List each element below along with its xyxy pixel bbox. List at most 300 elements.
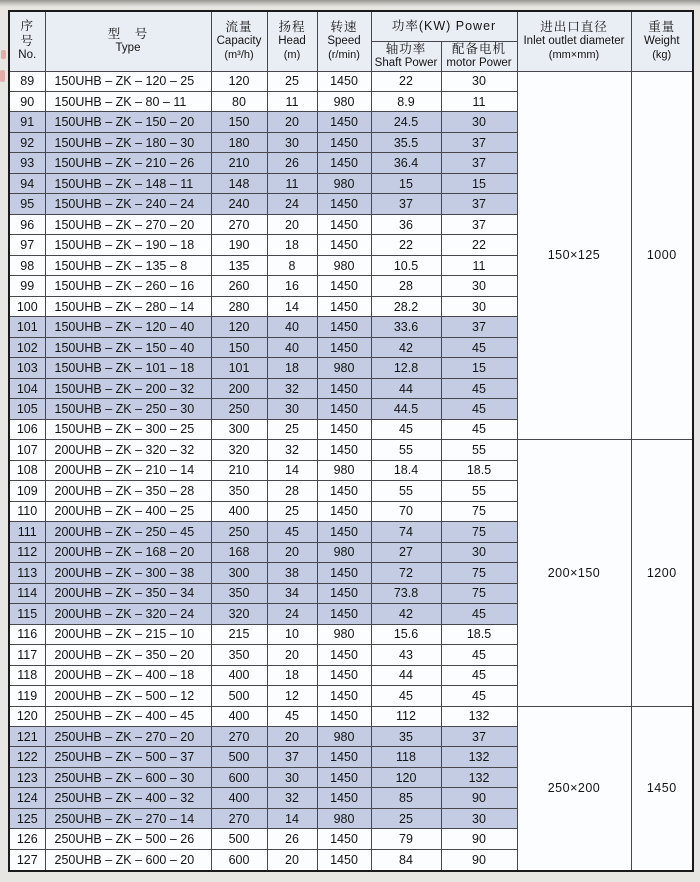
cell-speed: 1450 — [317, 337, 371, 357]
cell-shaft-power: 118 — [371, 747, 441, 767]
cell-capacity: 270 — [211, 727, 267, 747]
column-header-type — [45, 11, 211, 71]
cell-serial-no: 97 — [9, 235, 45, 255]
cell-capacity: 300 — [211, 419, 267, 439]
cell-motor-power: 132 — [441, 767, 517, 787]
cell-capacity: 270 — [211, 214, 267, 234]
cell-serial-no: 91 — [9, 112, 45, 132]
cell-speed: 1450 — [317, 604, 371, 624]
cell-type: 250UHB – ZK – 400 – 45 — [45, 706, 211, 726]
cell-head: 30 — [267, 767, 317, 787]
header-no-zh1: 序 — [20, 19, 34, 34]
cell-head: 18 — [267, 358, 317, 378]
cell-serial-no: 113 — [9, 563, 45, 583]
cell-speed: 1450 — [317, 501, 371, 521]
cell-motor-power: 75 — [441, 501, 517, 521]
cell-head: 45 — [267, 706, 317, 726]
cell-shaft-power: 79 — [371, 829, 441, 849]
cell-capacity: 180 — [211, 132, 267, 152]
cell-speed: 1450 — [317, 706, 371, 726]
cell-shaft-power: 36.4 — [371, 153, 441, 173]
cell-type: 200UHB – ZK – 350 – 28 — [45, 481, 211, 501]
cell-speed: 980 — [317, 358, 371, 378]
cell-head: 32 — [267, 440, 317, 460]
cell-speed: 1450 — [317, 317, 371, 337]
cell-shaft-power: 24.5 — [371, 112, 441, 132]
cell-motor-power: 45 — [441, 419, 517, 439]
cell-head: 14 — [267, 808, 317, 828]
cell-speed: 1450 — [317, 829, 371, 849]
cell-serial-no: 125 — [9, 808, 45, 828]
cell-shaft-power: 72 — [371, 563, 441, 583]
cell-motor-power: 15 — [441, 358, 517, 378]
cell-type: 250UHB – ZK – 600 – 20 — [45, 849, 211, 871]
scan-artifact-mark — [1, 50, 6, 59]
cell-type: 150UHB – ZK – 180 – 30 — [45, 132, 211, 152]
cell-type: 150UHB – ZK – 250 – 30 — [45, 399, 211, 419]
cell-capacity: 210 — [211, 460, 267, 480]
cell-shaft-power: 45 — [371, 686, 441, 706]
cell-type: 150UHB – ZK – 101 – 18 — [45, 358, 211, 378]
cell-shaft-power: 28 — [371, 276, 441, 296]
cell-capacity: 600 — [211, 767, 267, 787]
cell-shaft-power: 43 — [371, 645, 441, 665]
column-header-motor-power: 配备电机 motor Power — [441, 41, 517, 71]
cell-shaft-power: 15.6 — [371, 624, 441, 644]
cell-head: 14 — [267, 460, 317, 480]
cell-shaft-power: 55 — [371, 481, 441, 501]
cell-shaft-power: 33.6 — [371, 317, 441, 337]
cell-serial-no: 93 — [9, 153, 45, 173]
cell-type: 200UHB – ZK – 168 – 20 — [45, 542, 211, 562]
cell-weight: 1200 — [631, 440, 693, 706]
cell-speed: 1450 — [317, 440, 371, 460]
table-row — [9, 706, 693, 726]
cell-speed: 1450 — [317, 153, 371, 173]
cell-motor-power: 18.5 — [441, 624, 517, 644]
cell-capacity: 300 — [211, 563, 267, 583]
cell-motor-power: 37 — [441, 727, 517, 747]
cell-capacity: 260 — [211, 276, 267, 296]
cell-shaft-power: 44.5 — [371, 399, 441, 419]
cell-serial-no: 114 — [9, 583, 45, 603]
cell-head: 30 — [267, 132, 317, 152]
cell-head: 18 — [267, 235, 317, 255]
cell-speed: 1450 — [317, 112, 371, 132]
cell-shaft-power: 45 — [371, 419, 441, 439]
cell-speed: 1450 — [317, 767, 371, 787]
cell-head: 24 — [267, 194, 317, 214]
cell-capacity: 500 — [211, 686, 267, 706]
cell-serial-no: 107 — [9, 440, 45, 460]
column-header-capacity: 流量 Capacity (m³/h) — [211, 11, 267, 71]
cell-capacity: 150 — [211, 112, 267, 132]
cell-type: 200UHB – ZK – 215 – 10 — [45, 624, 211, 644]
column-header-head: 扬程 Head (m) — [267, 11, 317, 71]
cell-shaft-power: 55 — [371, 440, 441, 460]
cell-type: 150UHB – ZK – 270 – 20 — [45, 214, 211, 234]
cell-motor-power: 45 — [441, 665, 517, 685]
cell-speed: 1450 — [317, 194, 371, 214]
cell-serial-no: 117 — [9, 645, 45, 665]
cell-speed: 1450 — [317, 788, 371, 808]
cell-type: 150UHB – ZK – 148 – 11 — [45, 173, 211, 193]
cell-shaft-power: 42 — [371, 337, 441, 357]
cell-head: 18 — [267, 665, 317, 685]
cell-capacity: 250 — [211, 399, 267, 419]
cell-head: 20 — [267, 645, 317, 665]
cell-motor-power: 11 — [441, 255, 517, 275]
cell-motor-power: 45 — [441, 604, 517, 624]
cell-head: 26 — [267, 153, 317, 173]
cell-motor-power: 11 — [441, 91, 517, 111]
cell-capacity: 168 — [211, 542, 267, 562]
cell-motor-power: 18.5 — [441, 460, 517, 480]
cell-motor-power: 45 — [441, 378, 517, 398]
cell-head: 14 — [267, 296, 317, 316]
cell-head: 40 — [267, 317, 317, 337]
cell-speed: 1450 — [317, 276, 371, 296]
cell-serial-no: 110 — [9, 501, 45, 521]
column-header-diameter: 进出口直径 Inlet outlet diameter (mm×mm) — [517, 11, 631, 71]
cell-speed: 1450 — [317, 481, 371, 501]
cell-motor-power: 30 — [441, 808, 517, 828]
cell-type: 150UHB – ZK – 80 – 11 — [45, 91, 211, 111]
cell-motor-power: 90 — [441, 788, 517, 808]
cell-motor-power: 90 — [441, 829, 517, 849]
cell-serial-no: 111 — [9, 522, 45, 542]
cell-type: 150UHB – ZK – 210 – 26 — [45, 153, 211, 173]
cell-motor-power: 30 — [441, 296, 517, 316]
scanned-page-edge — [0, 0, 700, 7]
header-type-zh: 型 号 — [107, 26, 149, 41]
cell-head: 34 — [267, 583, 317, 603]
cell-shaft-power: 12.8 — [371, 358, 441, 378]
cell-head: 20 — [267, 214, 317, 234]
cell-capacity: 240 — [211, 194, 267, 214]
cell-head: 37 — [267, 747, 317, 767]
cell-speed: 1450 — [317, 214, 371, 234]
cell-head: 24 — [267, 604, 317, 624]
cell-capacity: 210 — [211, 153, 267, 173]
cell-shaft-power: 85 — [371, 788, 441, 808]
cell-capacity: 190 — [211, 235, 267, 255]
cell-speed: 1450 — [317, 686, 371, 706]
cell-type: 250UHB – ZK – 500 – 37 — [45, 747, 211, 767]
cell-head: 12 — [267, 686, 317, 706]
cell-shaft-power: 37 — [371, 194, 441, 214]
cell-capacity: 600 — [211, 849, 267, 871]
cell-speed: 980 — [317, 727, 371, 747]
cell-type: 150UHB – ZK – 120 – 40 — [45, 317, 211, 337]
cell-speed: 1450 — [317, 399, 371, 419]
cell-serial-no: 96 — [9, 214, 45, 234]
cell-shaft-power: 84 — [371, 849, 441, 871]
cell-type: 150UHB – ZK – 120 – 25 — [45, 71, 211, 91]
cell-serial-no: 92 — [9, 132, 45, 152]
cell-capacity: 280 — [211, 296, 267, 316]
table-row — [9, 71, 693, 91]
header-no-zh2: 号 — [20, 34, 34, 49]
cell-serial-no: 95 — [9, 194, 45, 214]
cell-capacity: 320 — [211, 440, 267, 460]
cell-speed: 1450 — [317, 235, 371, 255]
cell-head: 25 — [267, 419, 317, 439]
cell-capacity: 500 — [211, 829, 267, 849]
cell-shaft-power: 25 — [371, 808, 441, 828]
cell-shaft-power: 22 — [371, 235, 441, 255]
cell-motor-power: 45 — [441, 399, 517, 419]
cell-weight: 1450 — [631, 706, 693, 871]
cell-type: 200UHB – ZK – 250 – 45 — [45, 522, 211, 542]
cell-capacity: 148 — [211, 173, 267, 193]
cell-serial-no: 124 — [9, 788, 45, 808]
cell-shaft-power: 120 — [371, 767, 441, 787]
cell-serial-no: 105 — [9, 399, 45, 419]
cell-shaft-power: 73.8 — [371, 583, 441, 603]
cell-type: 150UHB – ZK – 190 – 18 — [45, 235, 211, 255]
cell-head: 11 — [267, 173, 317, 193]
cell-speed: 1450 — [317, 645, 371, 665]
cell-serial-no: 127 — [9, 849, 45, 871]
cell-type: 150UHB – ZK – 200 – 32 — [45, 378, 211, 398]
cell-serial-no: 123 — [9, 767, 45, 787]
cell-shaft-power: 112 — [371, 706, 441, 726]
cell-serial-no: 106 — [9, 419, 45, 439]
cell-type: 250UHB – ZK – 600 – 30 — [45, 767, 211, 787]
scan-artifact-mark — [0, 70, 5, 82]
cell-type: 150UHB – ZK – 240 – 24 — [45, 194, 211, 214]
cell-type: 150UHB – ZK – 150 – 20 — [45, 112, 211, 132]
cell-serial-no: 122 — [9, 747, 45, 767]
cell-capacity: 80 — [211, 91, 267, 111]
cell-serial-no: 109 — [9, 481, 45, 501]
cell-type: 200UHB – ZK – 350 – 34 — [45, 583, 211, 603]
cell-head: 32 — [267, 788, 317, 808]
table-row — [9, 440, 693, 460]
cell-motor-power: 45 — [441, 645, 517, 665]
cell-type: 200UHB – ZK – 400 – 25 — [45, 501, 211, 521]
cell-type: 150UHB – ZK – 135 – 8 — [45, 255, 211, 275]
cell-type: 200UHB – ZK – 210 – 14 — [45, 460, 211, 480]
cell-serial-no: 108 — [9, 460, 45, 480]
cell-shaft-power: 10.5 — [371, 255, 441, 275]
cell-motor-power: 30 — [441, 112, 517, 132]
cell-motor-power: 132 — [441, 706, 517, 726]
cell-speed: 980 — [317, 460, 371, 480]
cell-serial-no: 120 — [9, 706, 45, 726]
cell-capacity: 101 — [211, 358, 267, 378]
cell-capacity: 200 — [211, 378, 267, 398]
cell-serial-no: 116 — [9, 624, 45, 644]
cell-serial-no: 98 — [9, 255, 45, 275]
cell-head: 11 — [267, 91, 317, 111]
cell-serial-no: 118 — [9, 665, 45, 685]
header-type-en: Type — [115, 41, 141, 54]
cell-shaft-power: 44 — [371, 378, 441, 398]
column-header-power-group: 功率(KW) Power — [371, 11, 517, 41]
cell-serial-no: 126 — [9, 829, 45, 849]
cell-motor-power: 75 — [441, 522, 517, 542]
cell-head: 38 — [267, 563, 317, 583]
cell-motor-power: 75 — [441, 563, 517, 583]
cell-serial-no: 112 — [9, 542, 45, 562]
cell-motor-power: 45 — [441, 686, 517, 706]
cell-weight: 1000 — [631, 71, 693, 440]
cell-motor-power: 15 — [441, 173, 517, 193]
cell-type: 250UHB – ZK – 500 – 26 — [45, 829, 211, 849]
cell-motor-power: 37 — [441, 153, 517, 173]
cell-shaft-power: 27 — [371, 542, 441, 562]
cell-head: 45 — [267, 522, 317, 542]
cell-capacity: 135 — [211, 255, 267, 275]
cell-speed: 1450 — [317, 747, 371, 767]
cell-shaft-power: 44 — [371, 665, 441, 685]
cell-speed: 980 — [317, 624, 371, 644]
cell-head: 20 — [267, 849, 317, 871]
cell-shaft-power: 74 — [371, 522, 441, 542]
cell-speed: 980 — [317, 173, 371, 193]
cell-motor-power: 37 — [441, 194, 517, 214]
cell-capacity: 270 — [211, 808, 267, 828]
cell-head: 32 — [267, 378, 317, 398]
cell-serial-no: 115 — [9, 604, 45, 624]
column-header-weight: 重量 Weight (kg) — [631, 11, 693, 71]
cell-inlet-outlet-diameter: 200×150 — [517, 440, 631, 706]
cell-serial-no: 89 — [9, 71, 45, 91]
cell-head: 10 — [267, 624, 317, 644]
cell-capacity: 350 — [211, 645, 267, 665]
cell-motor-power: 37 — [441, 132, 517, 152]
cell-motor-power: 30 — [441, 542, 517, 562]
cell-type: 250UHB – ZK – 400 – 32 — [45, 788, 211, 808]
cell-type: 200UHB – ZK – 320 – 32 — [45, 440, 211, 460]
table-header — [9, 11, 693, 71]
cell-type: 150UHB – ZK – 300 – 25 — [45, 419, 211, 439]
cell-motor-power: 30 — [441, 276, 517, 296]
cell-head: 8 — [267, 255, 317, 275]
cell-capacity: 400 — [211, 665, 267, 685]
cell-motor-power: 37 — [441, 214, 517, 234]
cell-head: 20 — [267, 112, 317, 132]
cell-head: 20 — [267, 542, 317, 562]
cell-serial-no: 104 — [9, 378, 45, 398]
cell-type: 250UHB – ZK – 270 – 14 — [45, 808, 211, 828]
cell-capacity: 120 — [211, 317, 267, 337]
cell-shaft-power: 42 — [371, 604, 441, 624]
cell-shaft-power: 35.5 — [371, 132, 441, 152]
cell-motor-power: 55 — [441, 481, 517, 501]
cell-shaft-power: 28.2 — [371, 296, 441, 316]
cell-type: 200UHB – ZK – 300 – 38 — [45, 563, 211, 583]
cell-serial-no: 90 — [9, 91, 45, 111]
cell-motor-power: 75 — [441, 583, 517, 603]
cell-serial-no: 94 — [9, 173, 45, 193]
cell-head: 16 — [267, 276, 317, 296]
cell-motor-power: 132 — [441, 747, 517, 767]
cell-speed: 1450 — [317, 296, 371, 316]
cell-serial-no: 103 — [9, 358, 45, 378]
cell-shaft-power: 22 — [371, 71, 441, 91]
cell-speed: 1450 — [317, 419, 371, 439]
cell-capacity: 120 — [211, 71, 267, 91]
cell-serial-no: 99 — [9, 276, 45, 296]
column-header-speed: 转速 Speed (r/min) — [317, 11, 371, 71]
cell-speed: 1450 — [317, 378, 371, 398]
cell-head: 20 — [267, 727, 317, 747]
cell-speed: 1450 — [317, 665, 371, 685]
cell-speed: 1450 — [317, 132, 371, 152]
cell-type: 150UHB – ZK – 150 – 40 — [45, 337, 211, 357]
cell-speed: 1450 — [317, 583, 371, 603]
cell-motor-power: 55 — [441, 440, 517, 460]
cell-capacity: 400 — [211, 788, 267, 808]
cell-head: 28 — [267, 481, 317, 501]
cell-speed: 980 — [317, 255, 371, 275]
cell-type: 200UHB – ZK – 320 – 24 — [45, 604, 211, 624]
cell-type: 200UHB – ZK – 350 – 20 — [45, 645, 211, 665]
cell-speed: 980 — [317, 91, 371, 111]
cell-capacity: 350 — [211, 481, 267, 501]
cell-head: 25 — [267, 71, 317, 91]
cell-speed: 1450 — [317, 563, 371, 583]
cell-head: 25 — [267, 501, 317, 521]
cell-speed: 980 — [317, 542, 371, 562]
cell-motor-power: 90 — [441, 849, 517, 871]
cell-capacity: 400 — [211, 501, 267, 521]
pump-specification-table — [8, 10, 694, 872]
cell-shaft-power: 70 — [371, 501, 441, 521]
cell-motor-power: 37 — [441, 317, 517, 337]
cell-serial-no: 101 — [9, 317, 45, 337]
cell-motor-power: 30 — [441, 71, 517, 91]
cell-speed: 1450 — [317, 522, 371, 542]
cell-shaft-power: 36 — [371, 214, 441, 234]
cell-capacity: 500 — [211, 747, 267, 767]
cell-type: 200UHB – ZK – 400 – 18 — [45, 665, 211, 685]
cell-inlet-outlet-diameter: 150×125 — [517, 71, 631, 440]
cell-serial-no: 121 — [9, 727, 45, 747]
cell-shaft-power: 15 — [371, 173, 441, 193]
cell-motor-power: 45 — [441, 337, 517, 357]
cell-type: 200UHB – ZK – 500 – 12 — [45, 686, 211, 706]
cell-head: 26 — [267, 829, 317, 849]
cell-serial-no: 102 — [9, 337, 45, 357]
cell-capacity: 400 — [211, 706, 267, 726]
cell-head: 40 — [267, 337, 317, 357]
cell-capacity: 320 — [211, 604, 267, 624]
column-header-no — [9, 11, 45, 71]
cell-capacity: 215 — [211, 624, 267, 644]
cell-speed: 1450 — [317, 849, 371, 871]
cell-serial-no: 119 — [9, 686, 45, 706]
cell-type: 150UHB – ZK – 280 – 14 — [45, 296, 211, 316]
cell-speed: 1450 — [317, 71, 371, 91]
cell-capacity: 150 — [211, 337, 267, 357]
cell-capacity: 250 — [211, 522, 267, 542]
table-body — [9, 71, 693, 871]
cell-shaft-power: 8.9 — [371, 91, 441, 111]
cell-shaft-power: 35 — [371, 727, 441, 747]
cell-head: 30 — [267, 399, 317, 419]
cell-type: 250UHB – ZK – 270 – 20 — [45, 727, 211, 747]
cell-motor-power: 22 — [441, 235, 517, 255]
header-no-en: No. — [18, 49, 37, 62]
cell-speed: 980 — [317, 808, 371, 828]
cell-capacity: 350 — [211, 583, 267, 603]
cell-inlet-outlet-diameter: 250×200 — [517, 706, 631, 871]
cell-shaft-power: 18.4 — [371, 460, 441, 480]
